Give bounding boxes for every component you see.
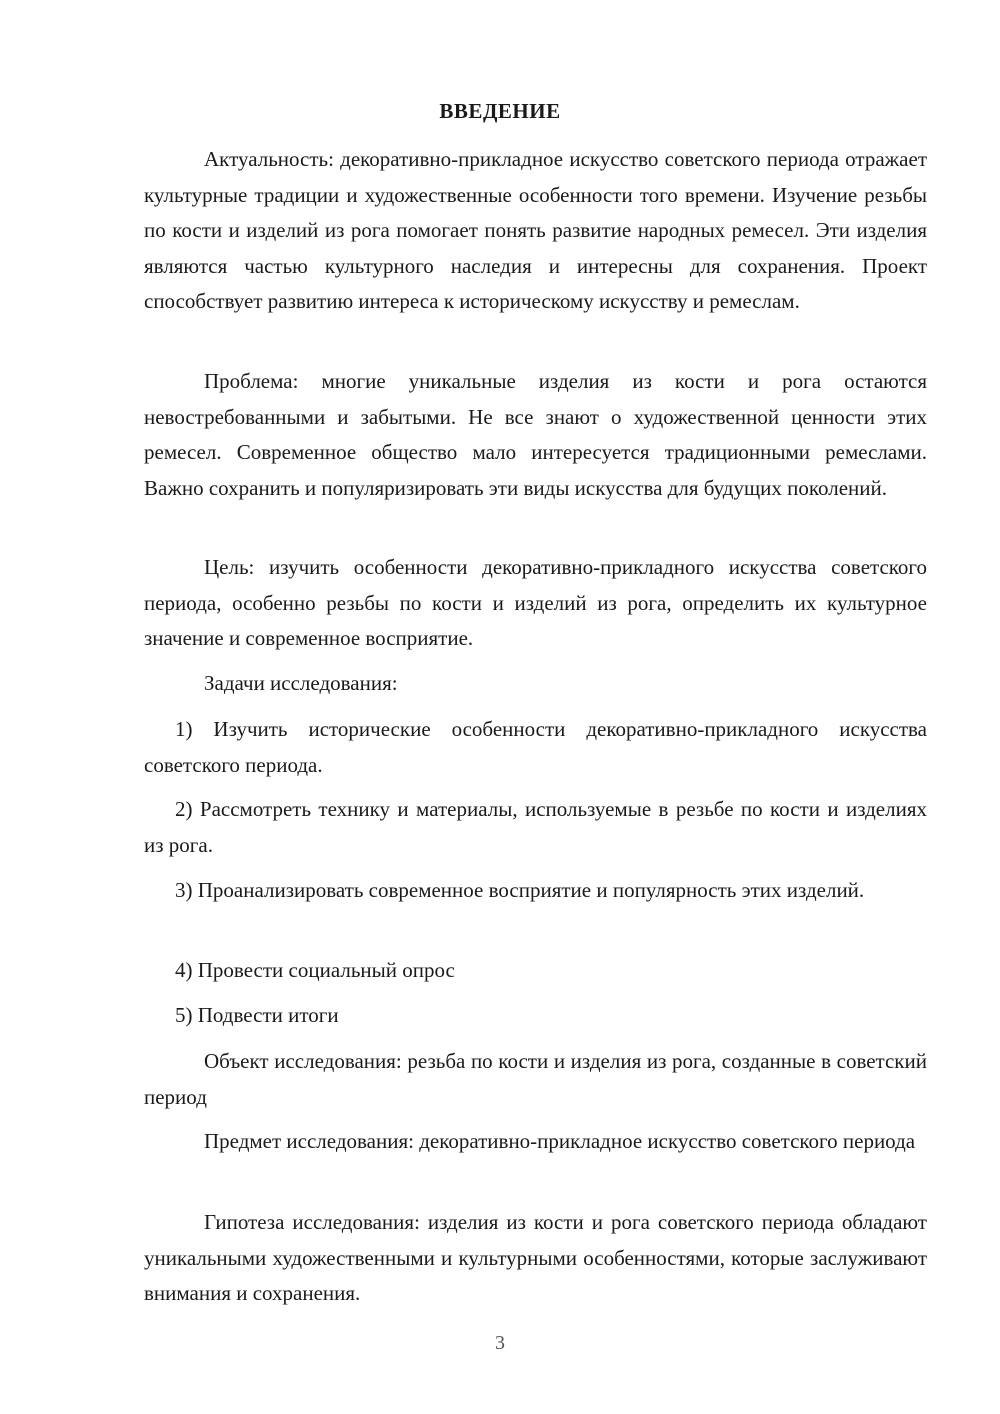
task-item: 3) Проанализировать современное восприятие и популярность этих изделий.: [175, 878, 865, 902]
paragraph-relevance: Актуальность: декоративно-прикладное искусство советского периода отражает культурные традиции и художественные особенности того времени. Изучение резьбы по кости и изделий из рога помогает понять развитие народных ремесел. Эти изделия являются частью культурного наследия и интересны для сохранения. Проект способствует развитию интереса к историческому искусству и ремеслам.: [144, 147, 927, 313]
task-item: 4) Провести социальный опрос: [175, 958, 455, 982]
task-item: 2) Рассмотреть технику и материалы, используемые в резьбе по кости и изделиях из рога.: [144, 797, 927, 857]
page-title: ВВЕДЕНИЕ: [439, 99, 561, 123]
tasks-heading: Задачи исследования:: [204, 671, 398, 695]
task-item: 5) Подвести итоги: [175, 1003, 339, 1027]
paragraph-hypothesis: Гипотеза исследования: изделия из кости и рога советского периода обладают уникальными художественными и культурными особенностями, которые заслуживают внимания и сохранения.: [144, 1210, 927, 1305]
page-number: 3: [495, 1332, 505, 1354]
task-item: 1) Изучить исторические особенности декоративно-прикладного искусства советского периода.: [144, 717, 927, 777]
paragraph-object: Объект исследования: резьба по кости и изделия из рога, созданные в советский период: [144, 1049, 927, 1109]
paragraph-goal: Цель: изучить особенности декоративно-прикладного искусства советского периода, особенно резьбы по кости и изделий из рога, определить их культурное значение и современное восприятие.: [144, 555, 927, 650]
paragraph-subject: Предмет исследования: декоративно-прикладное искусство советского периода: [204, 1129, 916, 1153]
paragraph-problem: Проблема: многие уникальные изделия из кости и рога остаются невостребованными и забытыми. Не все знают о художественной ценности этих ремесел. Современное общество мало интересуется традиционными ремеслами. Важно сохранить и популяризировать эти виды искусства для будущих поколений.: [144, 369, 927, 500]
